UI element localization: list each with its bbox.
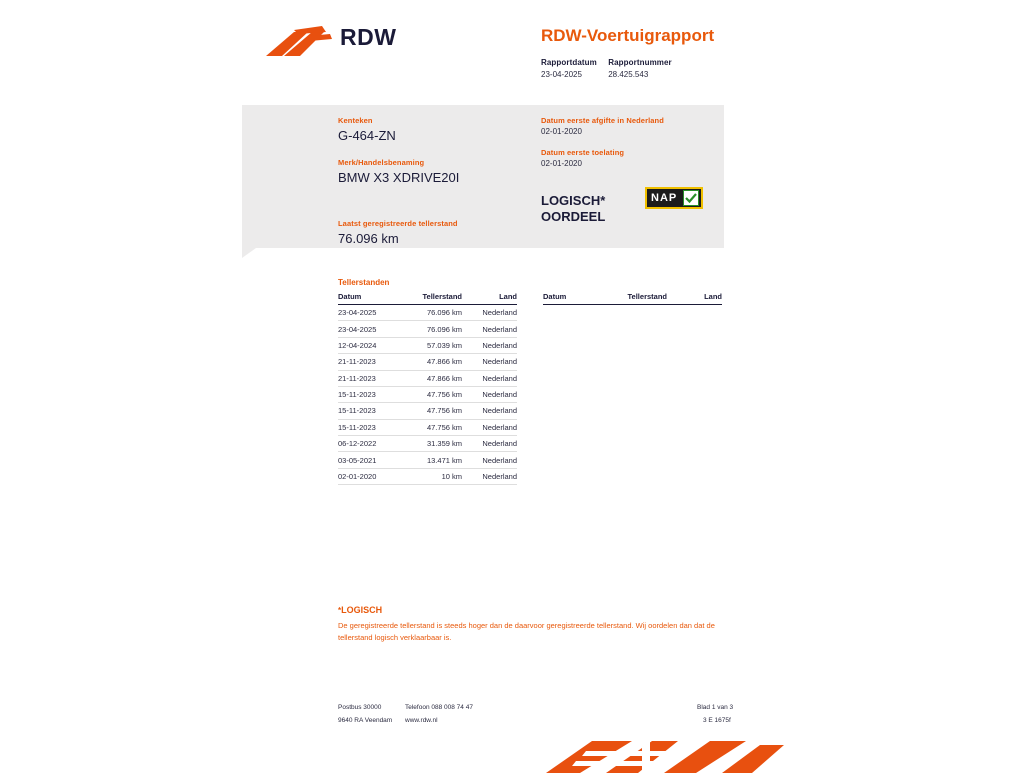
footer-phone: Telefoon 088 008 74 47 [405, 704, 473, 711]
cell-tellerstand: 76.096 km [400, 321, 462, 337]
cell-datum: 23-04-2025 [338, 321, 400, 337]
cell-datum: 02-01-2020 [338, 468, 400, 484]
cell-tellerstand: 47.866 km [400, 370, 462, 386]
table-row [338, 321, 517, 337]
cell-datum: 23-04-2025 [338, 305, 400, 321]
meta-value: 23-04-2025 [541, 70, 582, 79]
cell-tellerstand: 13.471 km [400, 452, 462, 468]
field-value: G-464-ZN [338, 128, 396, 143]
field-laatste-tellerstand [338, 219, 528, 246]
odometer-section [338, 278, 728, 481]
table-row [338, 354, 517, 370]
meta-label: Rapportdatum [541, 58, 597, 67]
cell-tellerstand: 47.756 km [400, 386, 462, 402]
table-row [338, 403, 517, 419]
table-header-row [543, 292, 722, 305]
panel-left-column [338, 116, 528, 261]
section-title: Tellerstanden [338, 278, 390, 287]
table-row [338, 452, 517, 468]
document-header [0, 0, 1024, 100]
cell-tellerstand: 76.096 km [400, 305, 462, 321]
check-icon [683, 190, 699, 206]
footer-form-code: 3 E 1675f [703, 717, 731, 724]
meta-label: Rapportnummer [608, 58, 672, 67]
rdw-arrow-logo-icon [264, 22, 336, 66]
odometer-table-left [338, 292, 517, 485]
table-row [338, 436, 517, 452]
footer-address-line1: Postbus 30000 [338, 704, 382, 711]
column-header-land: Land [667, 292, 722, 305]
cell-land: Nederland [462, 305, 517, 321]
field-label: Datum eerste toelating [541, 148, 625, 157]
cell-tellerstand: 47.756 km [400, 403, 462, 419]
cell-land: Nederland [462, 370, 517, 386]
cell-land: Nederland [462, 386, 517, 402]
footer-website-link[interactable]: www.rdw.nl [405, 717, 438, 724]
verdict-text [541, 193, 605, 226]
odometer-table-secondary [543, 292, 722, 305]
cell-datum: 12-04-2024 [338, 337, 400, 353]
nap-label: NAP [651, 192, 678, 204]
cell-tellerstand: 57.039 km [400, 337, 462, 353]
cell-tellerstand: 47.866 km [400, 354, 462, 370]
table-row [338, 386, 517, 402]
cell-datum: 21-11-2023 [338, 370, 400, 386]
report-meta [541, 58, 672, 79]
table-row [338, 305, 517, 321]
field-merk [338, 158, 528, 185]
footnote-star: * [338, 606, 342, 615]
cell-datum: 15-11-2023 [338, 386, 400, 402]
cell-tellerstand: 47.756 km [400, 419, 462, 435]
field-eerste-afgifte [541, 116, 721, 136]
verdict-line-1: LOGISCH* [541, 193, 606, 208]
footnote-text: De geregistreerde tellerstand is steeds hoger dan de daarvoor geregistreerde tellerstand. Wij oordelen dan dat de tellerstand logisch verklaarbaar is. [338, 621, 715, 642]
report-title: RDW-Voertuigrapport [541, 26, 715, 45]
cell-land: Nederland [462, 354, 517, 370]
field-label: Laatst geregistreerde tellerstand [338, 219, 458, 228]
table-row [338, 337, 517, 353]
field-eerste-toelating [541, 148, 721, 168]
meta-report-number [608, 58, 672, 79]
field-value: 76.096 km [338, 231, 399, 246]
field-value: 02-01-2020 [541, 127, 582, 136]
cell-datum: 15-11-2023 [338, 419, 400, 435]
vehicle-summary-panel [242, 105, 724, 248]
footnote-block [338, 605, 738, 643]
cell-datum: 03-05-2021 [338, 452, 400, 468]
brand-title: RDW [340, 24, 397, 50]
field-value: BMW X3 XDRIVE20I [338, 170, 460, 185]
cell-land: Nederland [462, 468, 517, 484]
cell-datum: 15-11-2023 [338, 403, 400, 419]
cell-land: Nederland [462, 321, 517, 337]
footer-address-line2: 9640 RA Veendam [338, 717, 393, 724]
cell-tellerstand: 10 km [400, 468, 462, 484]
panel-notch [242, 248, 256, 258]
footnote-title [338, 605, 738, 615]
column-header-tellerstand: Tellerstand [605, 292, 667, 305]
cell-land: Nederland [462, 337, 517, 353]
field-label: Datum eerste afgifte in Nederland [541, 116, 664, 125]
odometer-table [338, 292, 517, 485]
footnote-title-text: LOGISCH [341, 605, 383, 615]
meta-report-date [541, 58, 606, 79]
field-value: 02-01-2020 [541, 159, 582, 168]
cell-land: Nederland [462, 419, 517, 435]
cell-datum: 21-11-2023 [338, 354, 400, 370]
field-kenteken [338, 116, 528, 143]
cell-land: Nederland [462, 403, 517, 419]
table-row [338, 419, 517, 435]
verdict-line-2: OORDEEL [541, 209, 606, 225]
column-header-tellerstand: Tellerstand [400, 292, 462, 305]
nap-badge [645, 187, 703, 209]
table-row [338, 468, 517, 484]
footer-page-number: Blad 1 van 3 [697, 704, 734, 711]
rdw-arrow-logo-large-icon [546, 737, 786, 777]
field-label: Merk/Handelsbenaming [338, 158, 425, 167]
meta-value: 28.425.543 [608, 70, 649, 79]
cell-tellerstand: 31.359 km [400, 436, 462, 452]
table-header-row [338, 292, 517, 305]
odometer-table-right [543, 292, 722, 305]
column-header-land: Land [462, 292, 517, 305]
panel-right-column [541, 116, 721, 180]
column-header-datum: Datum [543, 292, 605, 305]
field-label: Kenteken [338, 116, 373, 125]
column-header-datum: Datum [338, 292, 400, 305]
cell-datum: 06-12-2022 [338, 436, 400, 452]
cell-land: Nederland [462, 436, 517, 452]
cell-land: Nederland [462, 452, 517, 468]
table-row [338, 370, 517, 386]
